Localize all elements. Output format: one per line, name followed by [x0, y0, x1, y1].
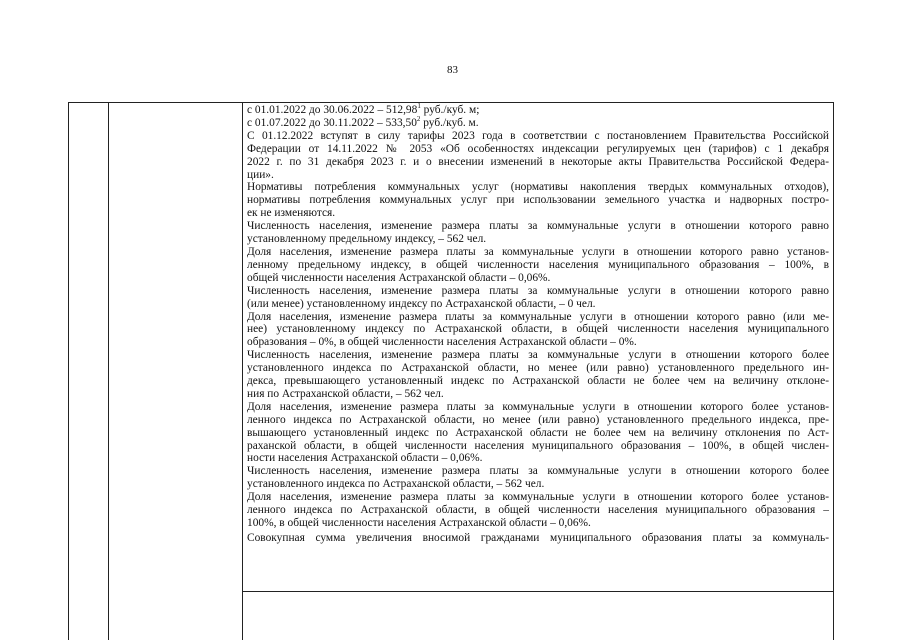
paragraph-line: установленного индекса по Астраханской области, – 562 чел.	[247, 478, 545, 491]
column-divider	[242, 103, 243, 640]
paragraph-line: Доля населения, изменение размера платы за коммунальные услуги в отношении которого более установ-	[247, 400, 829, 413]
paragraph-line: вышающего установленный индекс по Астраханской области не более чем на величину отклонения по Аст-	[247, 426, 829, 439]
paragraph	[247, 311, 829, 350]
paragraph-line: ности населения Астраханской области – 0,06%.	[247, 452, 483, 465]
paragraph	[247, 285, 829, 311]
paragraph-line: установленному предельному индексу, – 562 чел.	[247, 233, 487, 246]
paragraph	[247, 130, 829, 182]
tariff-line: с 01.01.2022 до 30.06.2022 – 512,98$^1$ руб./куб. м;	[247, 102, 480, 116]
paragraph-line: Федерации от 14.11.2022 № 2053 «Об особенностях индексации регулируемых цен (тарифов) с 1 декабря	[247, 142, 829, 155]
page-number: 83	[447, 64, 458, 76]
paragraph-line: декса, превышающего установленный индекс по Астраханской области не более чем на величину отклоне-	[247, 375, 829, 388]
paragraph-line: Доля населения, изменение размера платы за коммунальные услуги в отношении которого равно установ-	[247, 245, 829, 258]
paragraph	[247, 246, 829, 285]
paragraph-line: Доля населения, изменение размера платы за коммунальные услуги в отношении которого более установ-	[247, 491, 829, 504]
paragraph-line: ния по Астраханской области, – 562 чел.	[247, 387, 444, 400]
paragraph-line: нормативы потребления коммунальных услуг при использовании земельного участка и надворных постро-	[247, 194, 829, 207]
paragraph-line: Численность населения, изменение размера платы за коммунальные услуги в отношении которого равно	[247, 220, 829, 233]
document-table	[68, 102, 834, 640]
paragraph-line: Численность населения, изменение размера платы за коммунальные услуги в отношении которого равно	[247, 284, 829, 297]
paragraph	[247, 401, 829, 466]
paragraph	[247, 181, 829, 220]
paragraph-line: Доля населения, изменение размера платы за коммунальные услуги в отношении которого равно (или ме-	[247, 310, 829, 323]
footnote-marker: 2	[416, 115, 421, 124]
paragraph-line: ции».	[247, 168, 274, 181]
column-divider	[108, 103, 109, 640]
paragraph	[247, 491, 829, 530]
paragraph-line: общей численности населения Астраханской области – 0,06%.	[247, 271, 551, 284]
paragraph-line: Численность населения, изменение размера платы за коммунальные услуги в отношении которого более	[247, 349, 829, 362]
table-cell-text	[247, 104, 829, 545]
paragraph-list	[247, 130, 829, 530]
paragraph-line: нее) установленному индексу по Астраханской области, в общей численности населения муниципального	[247, 323, 829, 336]
paragraph-line: 2022 г. по 31 декабря 2023 г. и о внесении изменений в некоторые акты Правительства Российской Федера-	[247, 155, 829, 168]
footnote-marker: 1	[417, 102, 421, 111]
paragraph-line: 100%, в общей численности населения Астраханской области – 0,06%.	[247, 517, 591, 529]
row-divider	[242, 591, 833, 592]
tariff-line: с 01.07.2022 до 30.11.2022 – 533,50$^2$ руб./куб. м.	[247, 115, 479, 129]
paragraph-line: Нормативы потребления коммунальных услуг (нормативы накопления твердых коммунальных отходов),	[247, 181, 829, 194]
paragraph-line: ленного индекса по Астраханской области, в общей численности населения муниципального образования –	[247, 504, 829, 517]
paragraph	[247, 220, 829, 246]
final-line: Совокупная сумма увеличения вносимой гражданами муниципального образования платы за коммуналь-	[247, 531, 829, 544]
paragraph-line: ленному предельному индексу, в общей численности населения муниципального образования – 100%, в	[247, 258, 829, 271]
paragraph	[247, 349, 829, 401]
paragraph-line: раханской области, в общей численности населения муниципального образования – 100%, в общей числен-	[247, 439, 829, 452]
paragraph-line: установленного индекса по Астраханской области, но менее (или равно) установленного предельного ин-	[247, 362, 829, 375]
paragraph-line: (или менее) установленному индексу по Астраханской области, – 0 чел.	[247, 297, 596, 310]
paragraph-line: Численность населения, изменение размера платы за коммунальные услуги в отношении которого более	[247, 465, 829, 478]
paragraph-line: ленного индекса по Астраханской области, но менее (или равно) установленного предельного индекса, пре-	[247, 413, 829, 426]
paragraph-line: С 01.12.2022 вступят в силу тарифы 2023 года в соответствии с постановлением Правительства Российской	[247, 129, 829, 142]
paragraph-line: ек не изменяются.	[247, 207, 336, 220]
paragraph-line: образования – 0%, в общей численности населения Астраханской области – 0%.	[247, 336, 637, 349]
paragraph	[247, 465, 829, 491]
